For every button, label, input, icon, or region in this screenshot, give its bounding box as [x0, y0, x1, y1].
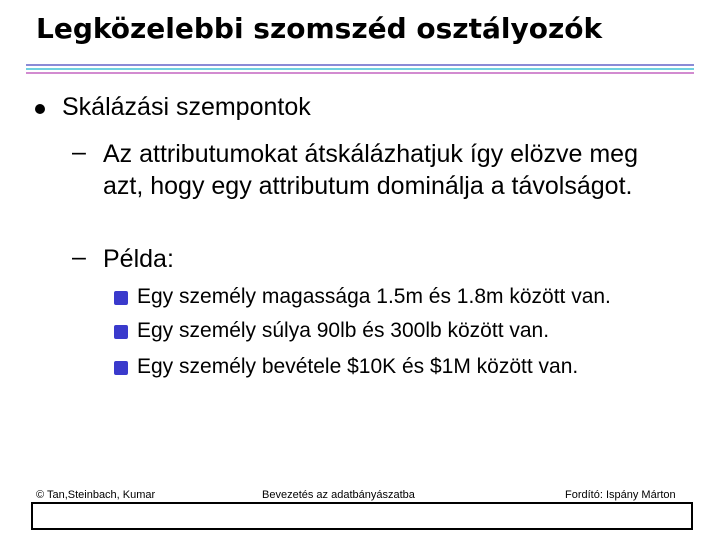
footer-left: © Tan,Steinbach, Kumar — [36, 489, 156, 501]
example-item-1: Egy személy magassága 1.5m és 1.8m között van. — [137, 285, 611, 308]
square-bullet-icon — [114, 361, 128, 375]
sub-item-2: Példa: — [103, 245, 174, 273]
dash-icon: – — [72, 138, 86, 166]
divider-line-1 — [26, 64, 694, 66]
slide-title: Legközelebbi szomszéd osztályozók — [36, 12, 603, 45]
square-bullet-icon — [114, 325, 128, 339]
square-bullet-icon — [114, 291, 128, 305]
divider-line-3 — [26, 72, 694, 74]
title-divider — [26, 64, 694, 76]
example-item-3: Egy személy bevétele $10K és $1M között van. — [137, 355, 579, 378]
footer-center: Bevezetés az adatbányászatba — [262, 489, 415, 501]
footer-box — [31, 502, 693, 530]
bullet-dot-icon — [35, 104, 45, 114]
footer-right: Fordító: Ispány Márton — [565, 489, 676, 501]
example-item-2: Egy személy súlya 90lb és 300lb között van. — [137, 319, 550, 342]
bullet-l1-text: Skálázási szempontok — [62, 93, 311, 121]
divider-line-2 — [26, 68, 694, 70]
sub-item-1: Az attributumokat átskálázhatjuk így elözve meg azt, hogy egy attributum dominálja a távolságot. — [103, 140, 638, 200]
dash-icon: – — [72, 243, 86, 271]
